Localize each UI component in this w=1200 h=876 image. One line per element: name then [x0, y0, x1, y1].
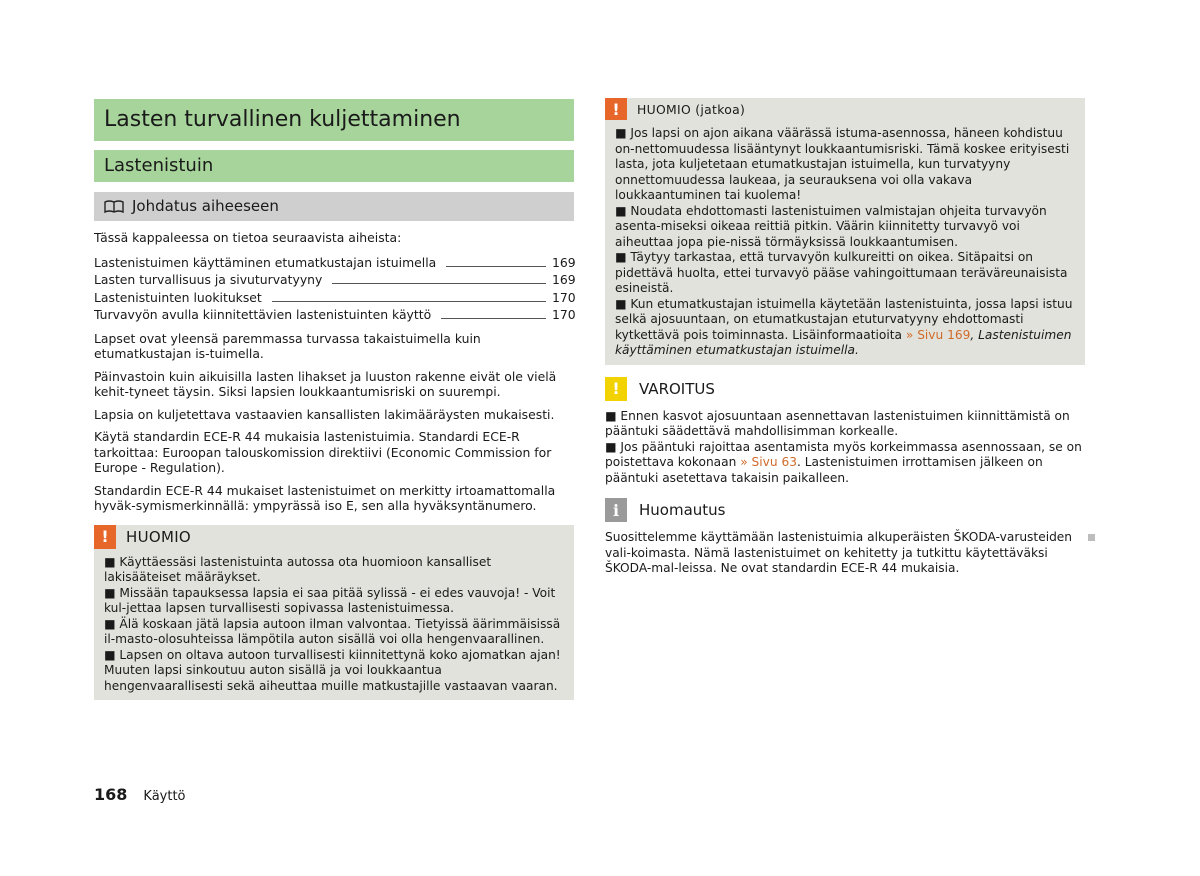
page-link-169[interactable]: » Sivu 169	[905, 327, 971, 342]
body-paragraph: Päinvastoin kuin aikuisilla lasten lihakset ja luuston rakenne eivät ole vielä kehit-tyneet täysin. Siksi lapsien loukkaantumisriski on suurempi.	[94, 368, 557, 399]
open-book-icon	[104, 200, 124, 214]
exclamation-icon: !	[605, 377, 627, 401]
warning-continued-body	[605, 120, 1085, 359]
toc-item-page: 170	[552, 307, 576, 322]
warning-box	[94, 525, 574, 701]
toc-item-page: 169	[552, 254, 576, 270]
toc-item[interactable]	[94, 306, 574, 324]
warning-item: ■ Käyttäessäsi lastenistuinta autossa ota huomioon kansalliset lakisääteiset määräykset.	[104, 554, 492, 584]
page-footer	[94, 785, 186, 804]
warning-item: ■ Täytyy tarkastaa, että turvavyön kulkureitti on oikea. Sitäpaitsi on pidettävä huolta, ettei turvavyö pääse vahingoittumaan teräväreunaisista esineistä.	[615, 250, 1068, 295]
intro-heading-label: Johdatus aiheeseen	[132, 197, 279, 215]
warning-item: ■ Lapsen on oltava autoon turvallisesti kiinnitettynä koko ajomatkan ajan! Muuten lapsi sinkoutuu auton sisällä ja voi loukkaantua hengenvaarallisesti sekä aiheuttaa muille matkustajille vastaavan vaaran.	[104, 647, 561, 693]
toc-item-label: Lastenistuimen käyttäminen etumatkustajan istuimella	[94, 254, 437, 270]
page-link-63[interactable]: » Sivu 63	[740, 455, 797, 469]
toc-leader	[332, 283, 546, 284]
caution-body	[605, 409, 1085, 487]
warning-item	[615, 297, 1075, 359]
warning-continued-title: HUOMIO (jatkoa)	[637, 101, 746, 117]
warning-item: ■ Missään tapauksessa lapsia ei saa pitää sylissä - ei edes vauvoja! - Voit kul-jettaa lapsen turvallisesti sopivassa lastenistuimessa.	[104, 585, 556, 615]
page-number: 168	[94, 785, 128, 804]
note-body	[605, 530, 1085, 577]
footer-section: Käyttö	[143, 789, 186, 804]
warning-item-text: ■ Kun etumatkustajan istuimella käytetään lastenistuinta, jossa lapsi istuu selkä ajosuuntaan, on etumatkustajan etuturvatyyny ehdottomasti kytkettävä pois toiminnasta. Lisäinformaatioita	[615, 296, 1073, 342]
toc-item-page: 169	[552, 272, 576, 287]
toc-item[interactable]	[94, 254, 574, 272]
note-text: Suosittelemme käyttämään lastenistuimia alkuperäisten ŠKODA-varusteiden vali-koimasta. Nämä lastenistuimet on kehitetty ja tutkittu käytettäväksi ŠKODA-mal-leissa. Ne ovat standardin ECE-R 44 mukaisia.	[605, 530, 1073, 575]
caution-item-text: ■ Jos pääntuki rajoittaa asentamista myös korkeimmassa asennossaan, se on poistettava kokonaan	[605, 439, 1082, 469]
toc-item-page: 170	[552, 289, 576, 305]
chapter-title: Lasten turvallinen kuljettaminen	[94, 99, 574, 141]
warning-item: ■ Noudata ehdottomasti lastenistuimen valmistajan ohjeita turvavyön asenta-miseksi oikeaa reittiä pitkin. Väärin kiinnitetty turvavyö voi aiheuttaa jopa pie-nissä törmäyksissä loukkaantumisen.	[615, 203, 1047, 249]
caution-item: ■ Ennen kasvot ajosuuntaan asennettavan lastenistuimen kiinnittämistä on pääntuki säädettävä mahdollisimman korkealle.	[605, 408, 1070, 438]
toc-item-label: Lasten turvallisuus ja sivuturvatyyny	[94, 272, 323, 287]
warning-item-reference: , Lastenistuimen käyttäminen etumatkustajan istuimella.	[615, 327, 1072, 357]
caution-header	[605, 377, 1085, 401]
caution-item	[605, 440, 1085, 487]
info-icon: i	[605, 498, 627, 522]
toc-item-label: Turvavyön avulla kiinnitettävien lastenistuinten käyttö	[94, 307, 432, 322]
toc-item[interactable]	[94, 271, 574, 289]
exclamation-icon: !	[605, 98, 627, 120]
body-paragraph: Lapsia on kuljetettava vastaavien kansallisten lakimääräysten mukaisesti.	[94, 406, 555, 422]
toc-leader	[446, 266, 546, 267]
warning-continued-box	[605, 98, 1085, 365]
caution-item-text: . Lastenistuimen irrottamisen jälkeen on pääntuki asetettava takaisin paikalleen.	[605, 455, 1043, 485]
warning-item: ■ Jos lapsi on ajon aikana väärässä istuma-asennossa, häneen kohdistuu on-nettomuudessa lisääntynyt loukkaantumisriski. Tämä koskee erityisesti lasta, jota kuljetetaan etumatkustajan istuimella, kun turvatyyny onnettomuudessa laukeaa, ja seurauksena voi olla vakava loukkaantuminen tai kuolema!	[615, 126, 1070, 202]
body-paragraph: Lapset ovat yleensä paremmassa turvassa takaistuimella kuin etumatkustajan is-tuimella.	[94, 330, 481, 361]
body-paragraph: Käytä standardin ECE-R 44 mukaisia lastenistuimia. Standardi ECE-R tarkoittaa: Euroopan talouskomission direktiivi (Economic Commission for Europe - Regulation).	[94, 429, 552, 475]
toc-list	[94, 254, 574, 324]
body-paragraph: Standardin ECE-R 44 mukaiset lastenistuimet on merkitty irtoamattomalla hyväk-symismerkinnällä: ympyrässä iso E, sen alla hyväksyntänumero.	[94, 482, 556, 513]
toc-leader	[441, 318, 546, 319]
note-header	[605, 498, 1085, 522]
intro-heading	[94, 192, 574, 221]
right-column	[605, 98, 1085, 577]
exclamation-icon: !	[94, 525, 116, 549]
warning-continued-header	[605, 98, 1085, 120]
intro-text: Tässä kappaleessa on tietoa seuraavista aiheista:	[94, 230, 402, 245]
warning-title: HUOMIO	[126, 527, 192, 546]
toc-item[interactable]	[94, 289, 574, 307]
note-title: Huomautus	[639, 501, 726, 519]
section-title: Lastenistuin	[94, 150, 574, 182]
warning-item: ■ Älä koskaan jätä lapsia autoon ilman valvontaa. Tietyissä äärimmäisissä il-masto-olosuhteissa lämpötila auton sisällä voi olla hengenvaarallinen.	[104, 616, 561, 646]
warning-body	[94, 549, 574, 695]
toc-leader	[272, 301, 546, 302]
caution-title: VAROITUS	[639, 379, 715, 398]
section-end-square-icon	[1088, 534, 1095, 541]
toc-item-label: Lastenistuinten luokitukset	[94, 289, 262, 305]
warning-header	[94, 525, 574, 549]
left-column	[94, 99, 574, 700]
